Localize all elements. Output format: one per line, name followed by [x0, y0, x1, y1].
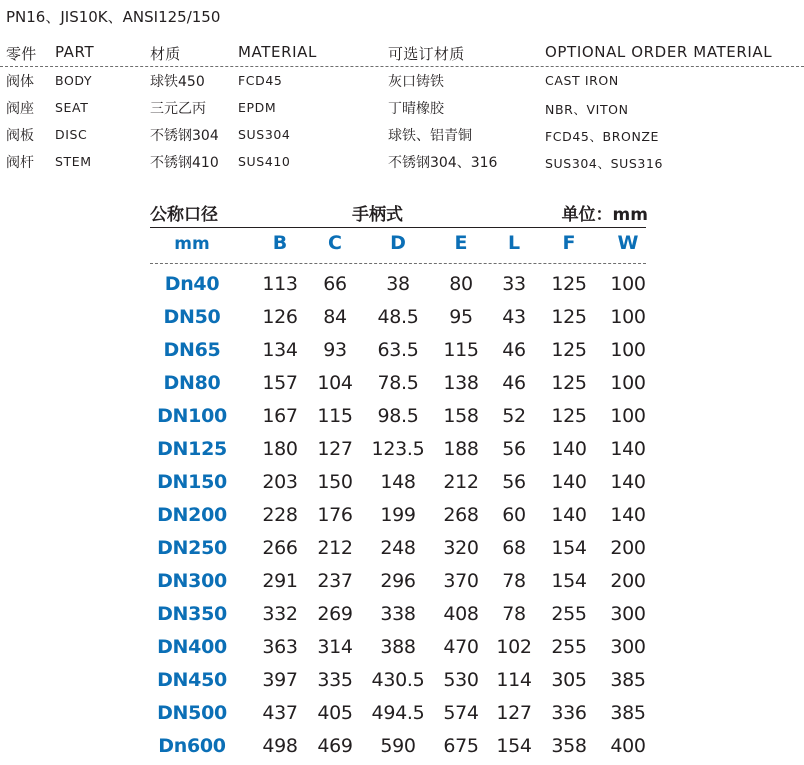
dimension-cell: 320	[443, 537, 479, 559]
dimension-cell: 590	[380, 735, 416, 757]
dimension-cell: 154	[551, 537, 587, 559]
dimension-cell: 140	[551, 438, 587, 460]
dimension-cell: 125	[551, 339, 587, 361]
part-en-cell: DISC	[55, 127, 88, 142]
dimension-cell: 530	[443, 669, 479, 691]
nominal-size-cell: DN125	[157, 438, 227, 460]
dimension-cell: 180	[262, 438, 298, 460]
dimension-cell: 78	[502, 570, 526, 592]
dimension-cell: 150	[317, 471, 353, 493]
optional-en-cell: SUS304、SUS316	[545, 156, 664, 171]
dimension-cell: 93	[323, 339, 347, 361]
dimension-cell: 102	[496, 636, 532, 658]
dimension-cell: 212	[317, 537, 353, 559]
column-header-w: W	[617, 232, 639, 254]
dimension-cell: 268	[443, 504, 479, 526]
dimension-cell: 98.5	[377, 405, 419, 427]
dimension-cell: 437	[262, 702, 298, 724]
material-zh-cell: 不锈钢304	[150, 128, 219, 144]
table-row	[0, 270, 804, 303]
column-header-f: F	[562, 232, 576, 254]
nominal-size-cell: DN450	[157, 669, 227, 691]
dimension-cell: 46	[502, 339, 526, 361]
part-en-cell: SEAT	[55, 100, 89, 115]
column-header-mm: mm	[174, 234, 210, 254]
dimension-cell: 176	[317, 504, 353, 526]
dimension-cell: 43	[502, 306, 526, 328]
dimension-cell: 56	[502, 471, 526, 493]
dimension-cell: 123.5	[371, 438, 425, 460]
column-header-d: D	[390, 232, 406, 254]
nominal-size-cell: DN150	[157, 471, 227, 493]
dimension-cell: 200	[610, 537, 646, 559]
header-material-en: MATERIAL	[238, 43, 317, 61]
dimension-cell: 125	[551, 405, 587, 427]
dimension-cell: 255	[551, 603, 587, 625]
dimension-cell: 100	[610, 273, 646, 295]
dimension-cell: 167	[262, 405, 298, 427]
dimension-cell: 470	[443, 636, 479, 658]
dimension-cell: 140	[610, 471, 646, 493]
handle-type-label: 手柄式	[352, 205, 403, 225]
dimension-cell: 140	[610, 438, 646, 460]
dimension-cell: 248	[380, 537, 416, 559]
dimension-cell: 127	[496, 702, 532, 724]
dimension-title-row	[150, 198, 650, 226]
dimension-cell: 125	[551, 372, 587, 394]
dimension-cell: 203	[262, 471, 298, 493]
column-header-e: E	[454, 232, 468, 254]
dimension-cell: 338	[380, 603, 416, 625]
table-row	[0, 600, 804, 633]
part-zh-cell: 阀座	[6, 101, 34, 117]
part-en-cell: STEM	[55, 154, 92, 169]
dimension-cell: 291	[262, 570, 298, 592]
dimension-cell: 498	[262, 735, 298, 757]
part-en-cell: BODY	[55, 73, 93, 88]
material-row	[0, 121, 804, 148]
material-en-cell: SUS410	[238, 154, 291, 169]
optional-zh-cell: 不锈钢304、316	[388, 155, 498, 171]
dimension-cell: 388	[380, 636, 416, 658]
dimension-cell: 100	[610, 372, 646, 394]
table-row	[0, 501, 804, 534]
dimension-cell: 148	[380, 471, 416, 493]
column-header-l: L	[507, 232, 521, 254]
dimension-cell: 494.5	[371, 702, 425, 724]
column-header-c: C	[328, 232, 342, 254]
table-row	[0, 468, 804, 501]
dimension-cell: 127	[317, 438, 353, 460]
header-optional-zh: 可选订材质	[388, 45, 465, 63]
dimension-column-headers	[0, 232, 804, 260]
dimension-cell: 397	[262, 669, 298, 691]
materials-table	[0, 39, 804, 175]
table-row	[0, 732, 804, 765]
header-optional-en: OPTIONAL ORDER MATERIAL	[545, 43, 773, 61]
dimension-cell: 60	[502, 504, 526, 526]
nominal-size-label: 公称口径	[150, 205, 218, 225]
material-en-cell: FCD45	[238, 73, 283, 88]
material-zh-cell: 球铁450	[150, 74, 205, 90]
optional-zh-cell: 灰口铸铁	[388, 74, 444, 90]
dimension-cell: 430.5	[371, 669, 425, 691]
nominal-size-cell: DN100	[157, 405, 227, 427]
page-title: PN16、JIS10K、ANSI125/150	[6, 8, 221, 26]
dimension-cell: 38	[386, 273, 410, 295]
dimension-cell: 126	[262, 306, 298, 328]
dimension-cell: 104	[317, 372, 353, 394]
dimension-cell: 158	[443, 405, 479, 427]
dimension-cell: 300	[610, 603, 646, 625]
dimension-cell: 140	[610, 504, 646, 526]
material-row	[0, 94, 804, 121]
dimension-cell: 115	[443, 339, 479, 361]
dimension-cell: 336	[551, 702, 587, 724]
dimension-cell: 100	[610, 306, 646, 328]
dimension-cell: 66	[323, 273, 347, 295]
dimension-cell: 199	[380, 504, 416, 526]
optional-zh-cell: 丁晴橡胶	[388, 101, 444, 117]
dimension-cell: 296	[380, 570, 416, 592]
dimension-cell: 332	[262, 603, 298, 625]
dimension-cell: 140	[551, 504, 587, 526]
nominal-size-cell: DN250	[157, 537, 227, 559]
dimension-cell: 48.5	[377, 306, 419, 328]
dimension-cell: 400	[610, 735, 646, 757]
table-row	[0, 369, 804, 402]
dimension-cell: 405	[317, 702, 353, 724]
nominal-size-cell: Dn40	[164, 273, 220, 295]
dimension-cell: 469	[317, 735, 353, 757]
column-header-b: B	[272, 232, 288, 254]
table-row	[0, 303, 804, 336]
nominal-size-cell: DN50	[163, 306, 221, 328]
nominal-size-cell: Dn600	[158, 735, 226, 757]
optional-en-cell: NBR、VITON	[545, 102, 629, 117]
part-zh-cell: 阀杆	[6, 155, 34, 171]
dimension-cell: 188	[443, 438, 479, 460]
dimension-cell: 125	[551, 306, 587, 328]
material-zh-cell: 三元乙丙	[150, 101, 206, 117]
dimension-cell: 266	[262, 537, 298, 559]
dimension-cell: 574	[443, 702, 479, 724]
dimension-table-body	[0, 270, 804, 765]
dimension-cell: 300	[610, 636, 646, 658]
material-zh-cell: 不锈钢410	[150, 155, 219, 171]
dimension-cell: 157	[262, 372, 298, 394]
dimension-cell: 154	[496, 735, 532, 757]
nominal-size-cell: DN350	[157, 603, 227, 625]
table-divider	[150, 263, 646, 264]
table-row	[0, 336, 804, 369]
header-material-zh: 材质	[150, 45, 181, 63]
nominal-size-cell: DN400	[157, 636, 227, 658]
materials-header-row	[0, 39, 804, 67]
dimension-cell: 370	[443, 570, 479, 592]
nominal-size-cell: DN65	[163, 339, 221, 361]
part-zh-cell: 阀体	[6, 74, 34, 90]
table-rule	[150, 227, 646, 228]
table-row	[0, 666, 804, 699]
table-row	[0, 633, 804, 666]
dimension-cell: 113	[262, 273, 298, 295]
dimension-cell: 385	[610, 702, 646, 724]
dimension-cell: 95	[449, 306, 473, 328]
dimension-cell: 80	[449, 273, 473, 295]
dimension-cell: 228	[262, 504, 298, 526]
dimension-cell: 363	[262, 636, 298, 658]
optional-zh-cell: 球铁、铝青铜	[388, 128, 472, 144]
unit-label: 单位：mm	[561, 205, 648, 225]
dimension-cell: 56	[502, 438, 526, 460]
dimension-cell: 200	[610, 570, 646, 592]
dimension-cell: 305	[551, 669, 587, 691]
dimension-cell: 154	[551, 570, 587, 592]
nominal-size-cell: DN500	[157, 702, 227, 724]
dimension-cell: 100	[610, 339, 646, 361]
nominal-size-cell: DN200	[157, 504, 227, 526]
dimension-cell: 237	[317, 570, 353, 592]
dimension-cell: 408	[443, 603, 479, 625]
dimension-cell: 385	[610, 669, 646, 691]
table-row	[0, 402, 804, 435]
nominal-size-cell: DN80	[163, 372, 221, 394]
dimension-cell: 115	[317, 405, 353, 427]
table-row	[0, 534, 804, 567]
dimension-cell: 358	[551, 735, 587, 757]
dimension-cell: 134	[262, 339, 298, 361]
dimension-cell: 675	[443, 735, 479, 757]
dimension-cell: 100	[610, 405, 646, 427]
optional-en-cell: CAST IRON	[545, 73, 619, 88]
dimension-cell: 335	[317, 669, 353, 691]
dimension-cell: 269	[317, 603, 353, 625]
optional-en-cell: FCD45、BRONZE	[545, 129, 660, 144]
material-row	[0, 148, 804, 175]
header-part-en: PART	[55, 43, 95, 61]
table-row	[0, 567, 804, 600]
dimension-cell: 46	[502, 372, 526, 394]
dimension-cell: 33	[502, 273, 526, 295]
dimension-cell: 138	[443, 372, 479, 394]
dimension-cell: 52	[502, 405, 526, 427]
dimension-cell: 125	[551, 273, 587, 295]
material-en-cell: EPDM	[238, 100, 277, 115]
dimension-cell: 68	[502, 537, 526, 559]
material-row	[0, 67, 804, 94]
dimension-cell: 212	[443, 471, 479, 493]
dimension-cell: 114	[496, 669, 532, 691]
dimension-cell: 78	[502, 603, 526, 625]
dimension-cell: 314	[317, 636, 353, 658]
dimension-cell: 63.5	[377, 339, 419, 361]
dimension-cell: 84	[323, 306, 347, 328]
material-en-cell: SUS304	[238, 127, 291, 142]
dimension-cell: 255	[551, 636, 587, 658]
header-part-zh: 零件	[6, 45, 37, 63]
dimension-cell: 140	[551, 471, 587, 493]
dimension-cell: 78.5	[377, 372, 419, 394]
nominal-size-cell: DN300	[157, 570, 227, 592]
table-row	[0, 435, 804, 468]
table-row	[0, 699, 804, 732]
part-zh-cell: 阀板	[6, 128, 34, 144]
